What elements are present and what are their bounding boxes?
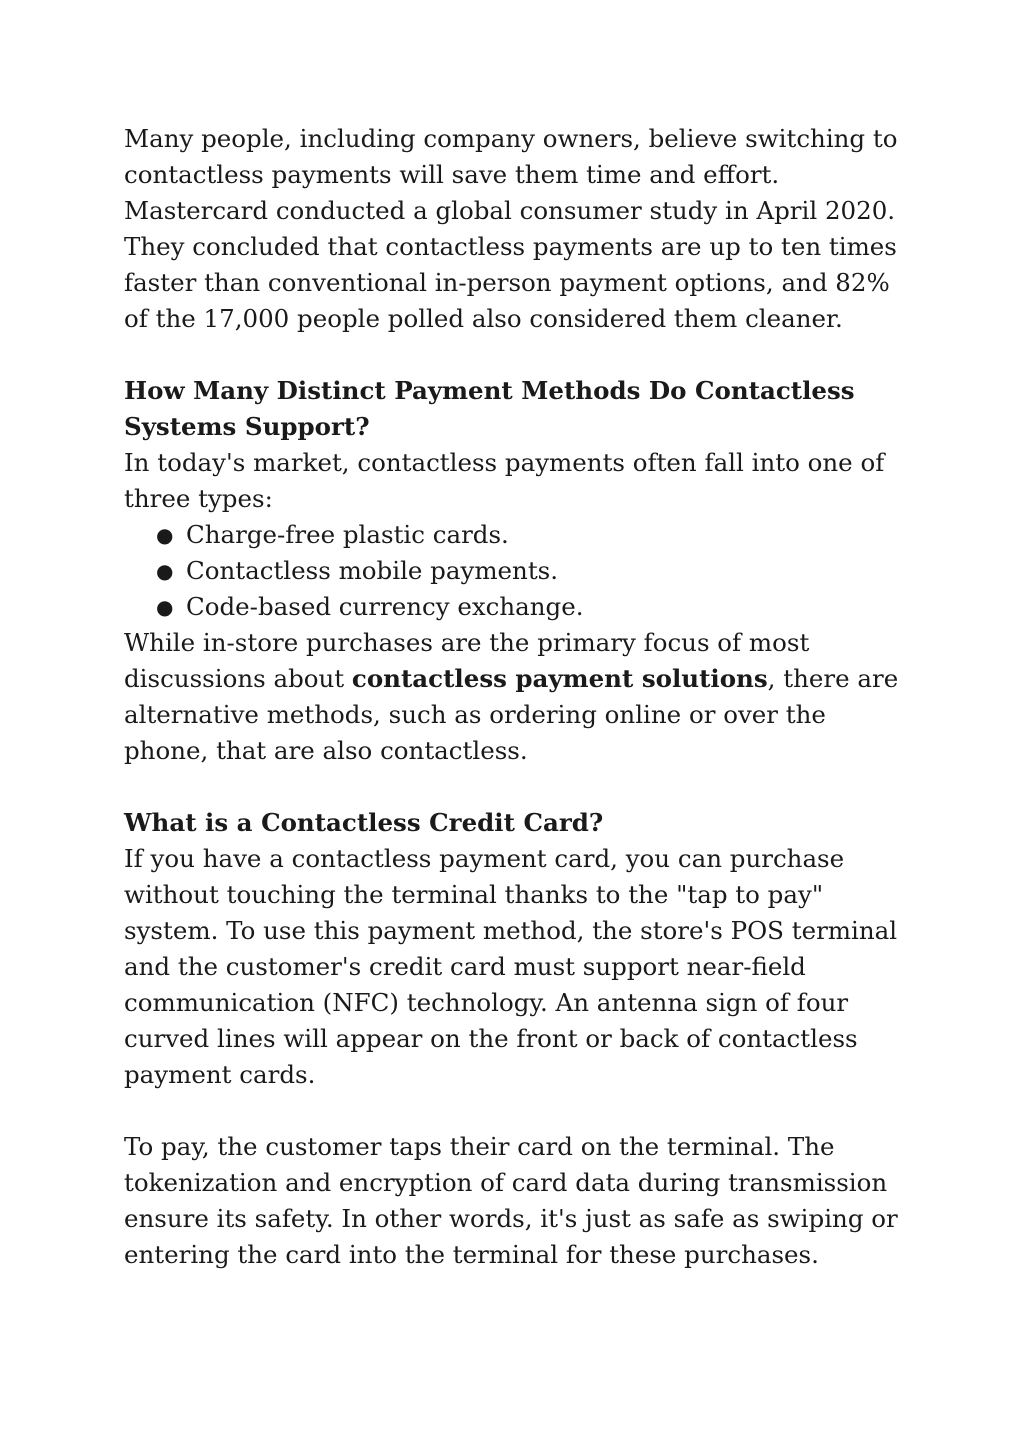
solutions-text-after: , there are alternative methods, such as ordering online or over the phone, that are also contactless. <box>124 664 899 765</box>
list-item-text: Charge-free plastic cards. <box>186 520 509 549</box>
payment-types-list <box>124 517 914 625</box>
bullet-icon: ● <box>156 523 174 547</box>
document-page <box>124 121 914 1273</box>
spacer <box>124 1093 914 1129</box>
intro-paragraph: Many people, including company owners, believe switching to contactless payments will save them time and effort. Mastercard conducted a global consumer study in April 2020. They concluded that contactless payments are up to ten times faster than conventional in-person payment options, and 82% of the 17,000 people polled also considered them cleaner. <box>124 124 898 333</box>
section-heading-credit-card: What is a Contactless Credit Card? <box>124 808 604 837</box>
solutions-paragraph <box>124 625 914 769</box>
solutions-bold-phrase: contactless payment solutions <box>351 664 768 693</box>
list-item <box>124 553 914 589</box>
credit-card-paragraph-1: If you have a contactless payment card, you can purchase without touching the terminal thanks to the "tap to pay" system. To use this payment method, the store's POS terminal and the customer's credit card must support near-field communication (NFC) technology. An antenna sign of four curved lines will appear on the front or back of contactless payment cards. <box>124 844 898 1089</box>
payment-methods-lead: In today's market, contactless payments often fall into one of three types: <box>124 448 885 513</box>
solutions-text-before: While in-store purchases are the primary focus of most discussions about <box>124 628 810 693</box>
list-item-text: Contactless mobile payments. <box>186 556 559 585</box>
list-item <box>124 517 914 553</box>
list-item <box>124 589 914 625</box>
bullet-icon: ● <box>156 559 174 583</box>
list-item-text: Code-based currency exchange. <box>186 592 584 621</box>
spacer <box>124 769 914 805</box>
credit-card-paragraph-2: To pay, the customer taps their card on the terminal. The tokenization and encryption of card data during transmission ensure its safety. In other words, it's just as safe as swiping or entering the card into the terminal for these purchases. <box>124 1132 898 1269</box>
section-heading-payment-methods: How Many Distinct Payment Methods Do Contactless Systems Support? <box>124 376 855 441</box>
spacer <box>124 337 914 373</box>
bullet-icon: ● <box>156 595 174 619</box>
